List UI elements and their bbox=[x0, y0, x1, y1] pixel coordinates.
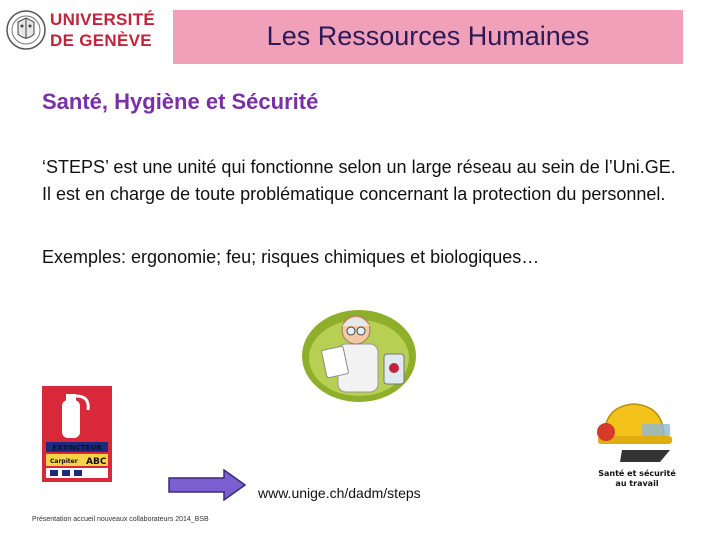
right-arrow-icon bbox=[168, 469, 246, 501]
section-heading: Santé, Hygiène et Sécurité bbox=[42, 89, 319, 114]
extinguisher-brand: Carpiter bbox=[50, 458, 78, 465]
extinguisher-label: EXTINCTEUR bbox=[52, 444, 102, 452]
footer-caption: Présentation accueil nouveaux collaborateurs 2014_BSB bbox=[32, 516, 209, 523]
fire-extinguisher-sign-icon bbox=[42, 386, 112, 482]
steps-link[interactable]: www.unige.ch/dadm/steps bbox=[258, 485, 421, 501]
body-paragraph-examples: Exemples: ergonomie; feu; risques chimiques et biologiques… bbox=[42, 247, 540, 267]
title-banner bbox=[173, 10, 683, 64]
university-logo bbox=[6, 6, 156, 54]
safety-caption-line2: au travail bbox=[615, 479, 659, 488]
logo-text-line1: UNIVERSITÉ bbox=[50, 10, 156, 29]
university-crest-icon bbox=[6, 8, 46, 52]
extinguisher-class: ABC bbox=[86, 457, 107, 467]
page-title: Les Ressources Humaines bbox=[266, 21, 590, 51]
safety-caption-line1: Santé et sécurité bbox=[598, 469, 676, 478]
body-paragraph-steps: ‘STEPS’ est une unité qui fonctionne selon un large réseau au sein de l’Uni.GE. Il est en charge de toute problématique concernant la protection du personnel. bbox=[42, 157, 676, 204]
logo-text-line2: DE GENÈVE bbox=[50, 31, 152, 50]
scientist-illustration-icon bbox=[300, 296, 418, 406]
safety-helmet-icon bbox=[590, 388, 684, 494]
